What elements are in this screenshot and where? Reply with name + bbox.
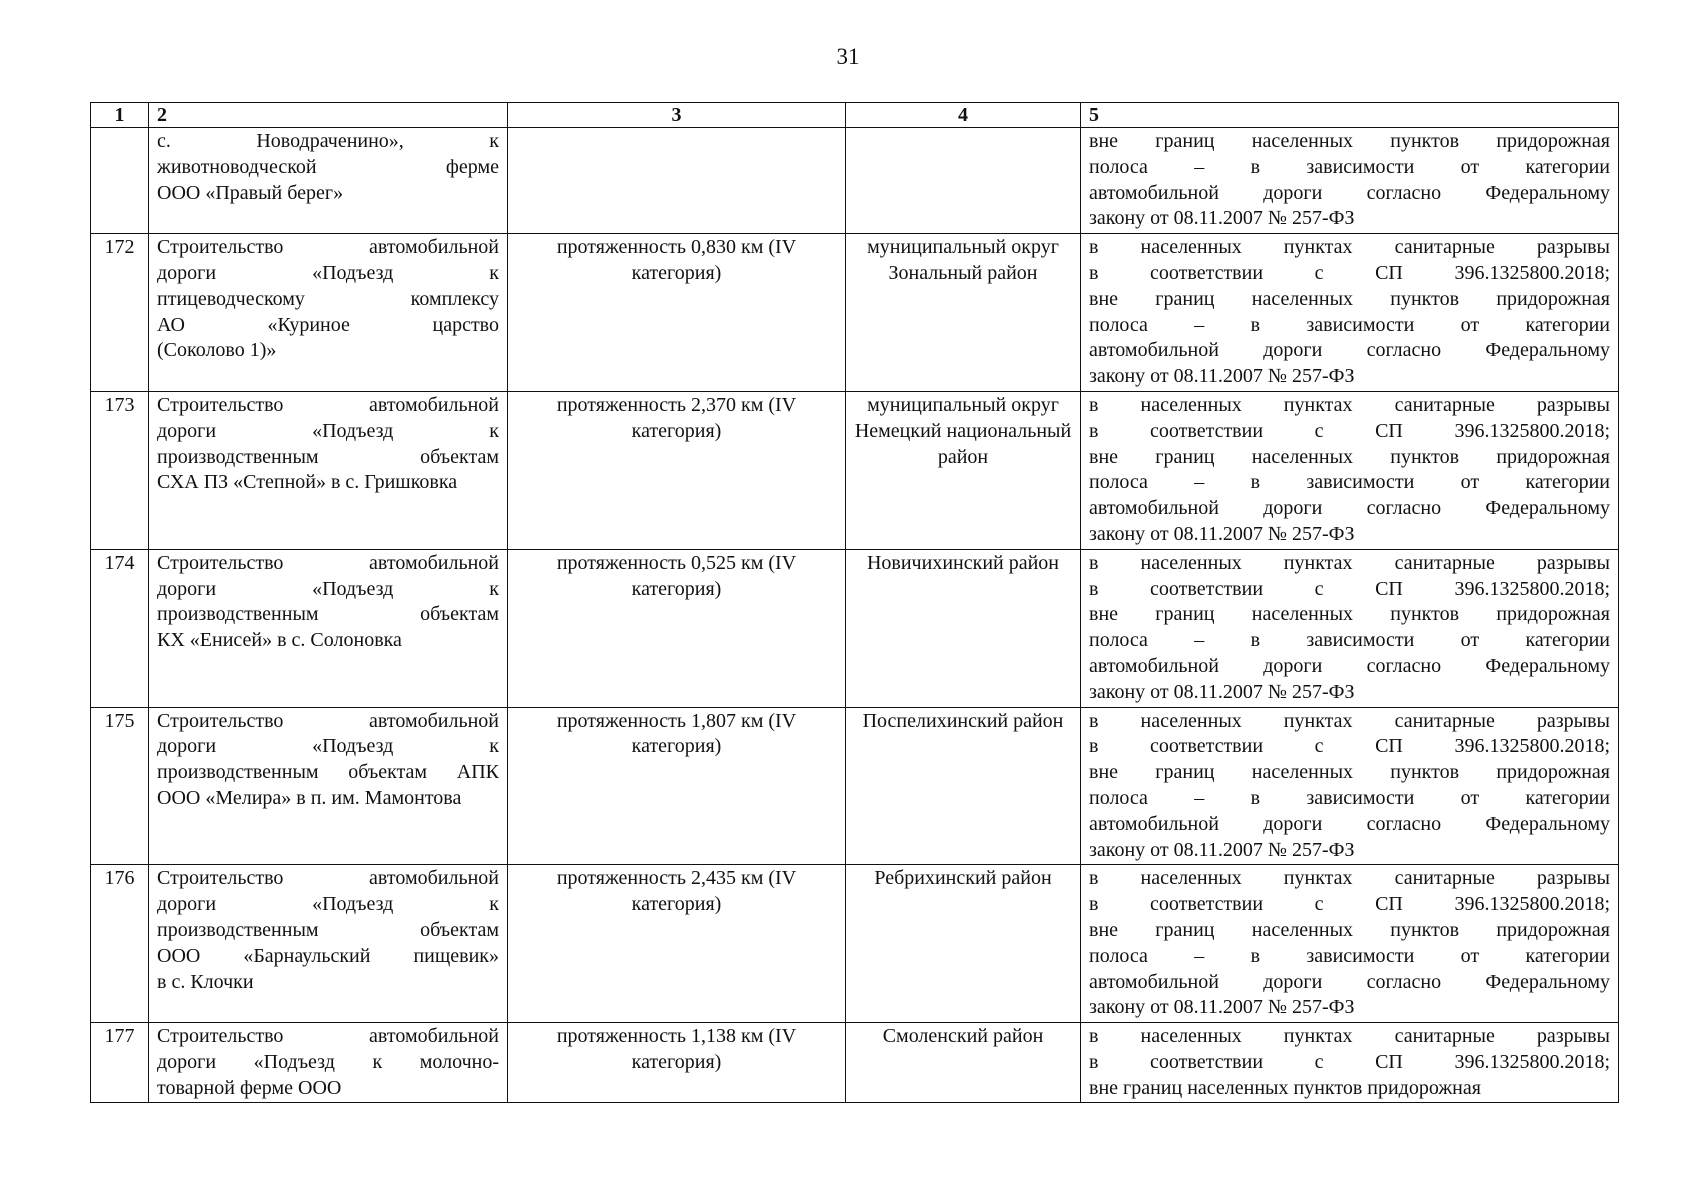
row-number: 177 <box>91 1023 149 1103</box>
table-row <box>91 391 1619 549</box>
cell-text-line: в соответствии с СП 396.1325800.2018; <box>1089 419 1610 442</box>
cell-text-line: товарной ферме ООО <box>157 1076 342 1099</box>
object-name-cell <box>149 391 508 549</box>
row-number: 173 <box>91 391 149 549</box>
cell-text-line: закону от 08.11.2007 № 257-ФЗ <box>1089 996 1355 1019</box>
row-number: 176 <box>91 865 149 1023</box>
cell-text-line: производственным объектам <box>157 445 499 468</box>
cell-text-line: в населенных пунктах санитарные разрывы <box>1089 393 1610 416</box>
cell-text-line: автомобильной дороги согласно Федеральному <box>1089 497 1610 520</box>
cell-text-line: в соответствии с СП 396.1325800.2018; <box>1089 735 1610 758</box>
cell-text-line: Строительство автомобильной <box>157 1025 499 1048</box>
table-row <box>91 1023 1619 1103</box>
cell-text-line: производственным объектам <box>157 603 499 626</box>
cell-text-line: полоса – в зависимости от категории <box>1089 155 1610 178</box>
cell-text-line: вне границ населенных пунктов придорожная <box>1089 445 1610 468</box>
table-row <box>91 128 1619 234</box>
location-cell: Поспелихинский район <box>846 707 1081 865</box>
cell-text-line: вне границ населенных пунктов придорожная <box>1089 918 1610 941</box>
zone-cell <box>1081 128 1619 234</box>
cell-text-line: СХА ПЗ «Степной» в с. Гришковка <box>157 471 458 494</box>
cell-text-line: в соответствии с СП 396.1325800.2018; <box>1089 893 1610 916</box>
cell-text-line: в соответствии с СП 396.1325800.2018; <box>1089 1050 1610 1073</box>
cell-text-line: автомобильной дороги согласно Федеральному <box>1089 970 1610 993</box>
cell-text-line: полоса – в зависимости от категории <box>1089 786 1610 809</box>
location-cell: Новичихинский район <box>846 549 1081 707</box>
length-cell: протяженность 0,830 км (IV категория) <box>508 234 846 392</box>
cell-text-line: вне границ населенных пунктов придорожная <box>1089 287 1610 310</box>
object-name-cell <box>149 1023 508 1103</box>
objects-table <box>90 102 1619 1103</box>
column-header: 1 <box>91 103 149 128</box>
cell-text-line: закону от 08.11.2007 № 257-ФЗ <box>1089 365 1355 388</box>
cell-text-line: в соответствии с СП 396.1325800.2018; <box>1089 261 1610 284</box>
cell-text-line: дороги «Подъезд к <box>157 577 499 600</box>
row-number <box>91 128 149 234</box>
zone-cell <box>1081 391 1619 549</box>
row-number: 172 <box>91 234 149 392</box>
column-header: 4 <box>846 103 1081 128</box>
cell-text-line: дороги «Подъезд к <box>157 419 499 442</box>
length-cell: протяженность 2,435 км (IV категория) <box>508 865 846 1023</box>
cell-text-line: ООО «Правый берег» <box>157 181 344 204</box>
cell-text-line: полоса – в зависимости от категории <box>1089 629 1610 652</box>
cell-text-line: полоса – в зависимости от категории <box>1089 944 1610 967</box>
cell-text-line: автомобильной дороги согласно Федеральному <box>1089 339 1610 362</box>
cell-text-line: автомобильной дороги согласно Федеральному <box>1089 812 1610 835</box>
row-number: 175 <box>91 707 149 865</box>
cell-text-line: КХ «Енисей» в с. Солоновка <box>157 629 402 652</box>
length-cell: протяженность 2,370 км (IV категория) <box>508 391 846 549</box>
cell-text-line: производственным объектам <box>157 918 499 941</box>
cell-text-line: вне границ населенных пунктов придорожная <box>1089 603 1610 626</box>
cell-text-line: автомобильной дороги согласно Федеральному <box>1089 654 1610 677</box>
location-cell: Смоленский район <box>846 1023 1081 1103</box>
column-header: 2 <box>149 103 508 128</box>
cell-text-line: с. Новодраченино», к <box>157 130 499 152</box>
object-name-cell <box>149 865 508 1023</box>
zone-cell <box>1081 707 1619 865</box>
cell-text-line: закону от 08.11.2007 № 257-ФЗ <box>1089 207 1355 230</box>
length-cell: протяженность 0,525 км (IV категория) <box>508 549 846 707</box>
cell-text-line: Строительство автомобильной <box>157 867 499 890</box>
cell-text-line: дороги «Подъезд к <box>157 735 499 758</box>
cell-text-line: производственным объектам АПК <box>157 761 499 784</box>
cell-text-line: ООО «Барнаульский пищевик» <box>157 944 499 967</box>
cell-text-line: в соответствии с СП 396.1325800.2018; <box>1089 577 1610 600</box>
length-cell: протяженность 1,807 км (IV категория) <box>508 707 846 865</box>
cell-text-line: дороги «Подъезд к <box>157 893 499 916</box>
object-name-cell <box>149 707 508 865</box>
table-row <box>91 707 1619 865</box>
table-row <box>91 549 1619 707</box>
cell-text-line: полоса – в зависимости от категории <box>1089 471 1610 494</box>
row-number: 174 <box>91 549 149 707</box>
location-cell <box>846 128 1081 234</box>
cell-text-line: Строительство автомобильной <box>157 551 499 574</box>
cell-text-line: АО «Куриное царство <box>157 313 499 336</box>
location-cell: муниципальный округ Зональный район <box>846 234 1081 392</box>
table-row <box>91 865 1619 1023</box>
cell-text-line: вне границ населенных пунктов придорожная <box>1089 130 1610 152</box>
cell-text-line: закону от 08.11.2007 № 257-ФЗ <box>1089 522 1355 545</box>
zone-cell <box>1081 865 1619 1023</box>
cell-text-line: в населенных пунктах санитарные разрывы <box>1089 1025 1610 1048</box>
cell-text-line: ООО «Мелира» в п. им. Мамонтова <box>157 786 462 809</box>
cell-text-line: (Соколово 1)» <box>157 339 277 362</box>
length-cell: протяженность 1,138 км (IV категория) <box>508 1023 846 1103</box>
cell-text-line: в с. Клочки <box>157 970 254 993</box>
cell-text-line: птицеводческому комплексу <box>157 287 499 310</box>
page-number: 31 <box>836 44 860 69</box>
cell-text-line: Строительство автомобильной <box>157 709 499 732</box>
zone-cell <box>1081 1023 1619 1103</box>
cell-text-line: автомобильной дороги согласно Федеральному <box>1089 181 1610 204</box>
cell-text-line: в населенных пунктах санитарные разрывы <box>1089 709 1610 732</box>
column-header: 3 <box>508 103 846 128</box>
cell-text-line: Строительство автомобильной <box>157 393 499 416</box>
cell-text-line: Строительство автомобильной <box>157 236 499 259</box>
zone-cell <box>1081 234 1619 392</box>
cell-text-line: вне границ населенных пунктов придорожная <box>1089 761 1610 784</box>
zone-cell <box>1081 549 1619 707</box>
cell-text-line: в населенных пунктах санитарные разрывы <box>1089 551 1610 574</box>
cell-text-line: в населенных пунктах санитарные разрывы <box>1089 236 1610 259</box>
location-cell: Ребрихинский район <box>846 865 1081 1023</box>
cell-text-line: дороги «Подъезд к молочно- <box>157 1050 499 1073</box>
cell-text-line: дороги «Подъезд к <box>157 261 499 284</box>
cell-text-line: животноводческой ферме <box>157 155 499 178</box>
object-name-cell <box>149 128 508 234</box>
cell-text-line: вне границ населенных пунктов придорожная <box>1089 1076 1481 1099</box>
column-header: 5 <box>1081 103 1619 128</box>
table-header-row <box>91 103 1619 128</box>
object-name-cell <box>149 234 508 392</box>
cell-text-line: закону от 08.11.2007 № 257-ФЗ <box>1089 838 1355 861</box>
table-row <box>91 234 1619 392</box>
cell-text-line: полоса – в зависимости от категории <box>1089 313 1610 336</box>
cell-text-line: в населенных пунктах санитарные разрывы <box>1089 867 1610 890</box>
object-name-cell <box>149 549 508 707</box>
location-cell: муниципальный округ Немецкий национальный район <box>846 391 1081 549</box>
cell-text-line: закону от 08.11.2007 № 257-ФЗ <box>1089 680 1355 703</box>
length-cell <box>508 128 846 234</box>
